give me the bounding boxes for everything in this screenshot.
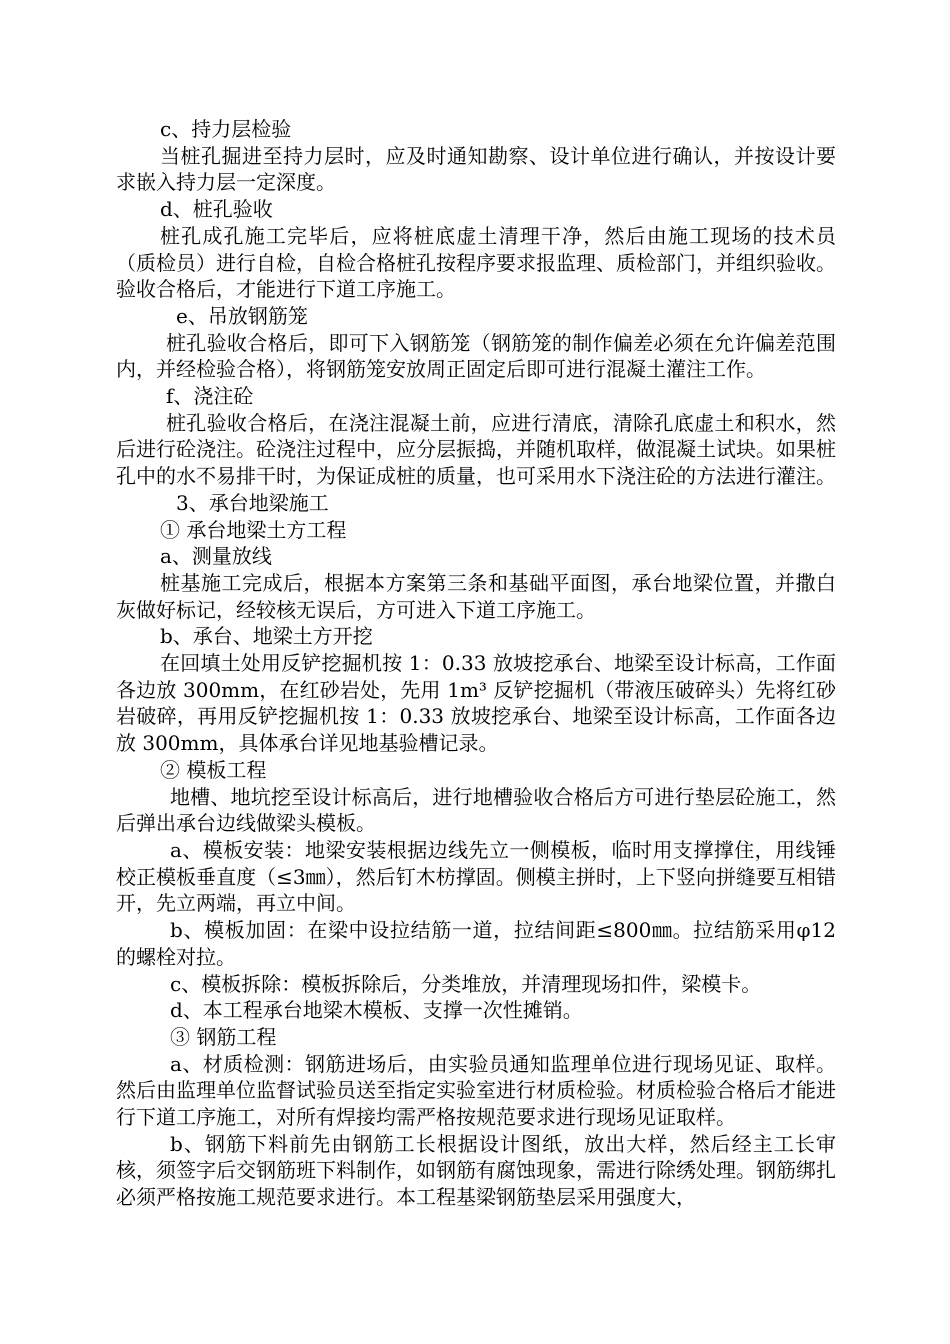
section-heading: ② 模板工程 <box>160 757 267 782</box>
body-paragraph: a、模板安装：地梁安装根据边线先立一侧模板，临时用支撑撑住，用线锤校正模板垂直度（≤3㎜），然后钉木枋撑固。侧模主拼时，上下竖向拼缝要互相错开，先立两端，再立中间。 <box>116 837 836 916</box>
section-heading: b、承台、地梁土方开挖 <box>160 624 373 649</box>
body-paragraph: 地槽、地坑挖至设计标高后，进行地槽验收合格后方可进行垫层砼施工，然后弹出承台边线做梁头模板。 <box>116 784 836 836</box>
body-paragraph: 当桩孔掘进至持力层时，应及时通知勘察、设计单位进行确认，并按设计要求嵌入持力层一定深度。 <box>116 143 836 195</box>
body-paragraph: 桩基施工完成后，根据本方案第三条和基础平面图，承台地梁位置，并撒白灰做好标记，经较核无误后，方可进入下道工序施工。 <box>116 570 836 622</box>
section-heading: 3、承台地梁施工 <box>176 490 329 515</box>
body-paragraph: b、钢筋下料前先由钢筋工长根据设计图纸，放出大样，然后经主工长审核，须签字后交钢筋班下料制作，如钢筋有腐蚀现象，需进行除绣处理。钢筋绑扎必须严格按施工规范要求进行。本工程基梁钢筋垫层采用强度大， <box>116 1131 836 1210</box>
section-heading: ① 承台地梁土方工程 <box>160 517 347 542</box>
section-heading: e、吊放钢筋笼 <box>176 303 308 328</box>
body-paragraph: 在回填土处用反铲挖掘机按 1：0.33 放坡挖承台、地梁至设计标高，工作面各边放 300mm，在红砂岩处，先用 1m³ 反铲挖掘机（带液压破碎头）先将红砂岩破碎，再用反铲挖掘机按 1：0.33 放坡挖承台、地梁至设计标高，工作面各边放 300mm，具体承台详见地基验槽记录。 <box>116 651 836 756</box>
section-heading: d、桩孔验收 <box>160 197 273 222</box>
section-heading: ③ 钢筋工程 <box>170 1024 277 1049</box>
body-paragraph: c、模板拆除：模板拆除后，分类堆放，并清理现场扣件，梁模卡。 <box>170 971 762 996</box>
section-heading: c、持力层检验 <box>160 117 292 141</box>
document-page <box>116 116 836 1211</box>
section-heading: a、测量放线 <box>160 544 272 569</box>
body-paragraph: d、本工程承台地梁木模板、支撑一次性摊销。 <box>170 998 583 1023</box>
body-paragraph: 桩孔验收合格后，在浇注混凝土前，应进行清底，清除孔底虚土和积水，然后进行砼浇注。砼浇注过程中，应分层振捣，并随机取样，做混凝土试块。如果桩孔中的水不易排干时，为保证成桩的质量，也可采用水下浇注砼的方法进行灌注。 <box>116 410 836 489</box>
section-heading: f、浇注砼 <box>166 384 254 409</box>
body-paragraph: 桩孔成孔施工完毕后，应将桩底虚土清理干净，然后由施工现场的技术员（质检员）进行自检，自检合格桩孔按程序要求报监理、质检部门，并组织验收。验收合格后，才能进行下道工序施工。 <box>116 223 836 302</box>
body-paragraph: 桩孔验收合格后，即可下入钢筋笼（钢筋笼的制作偏差必须在允许偏差范围内，并经检验合格），将钢筋笼安放周正固定后即可进行混凝土灌注工作。 <box>116 330 836 382</box>
body-paragraph: b、模板加固：在梁中设拉结筋一道，拉结间距≤800㎜。拉结筋采用φ12 的螺栓对拉。 <box>116 918 836 969</box>
body-paragraph: a、材质检测：钢筋进场后，由实验员通知监理单位进行现场见证、取样。然后由监理单位监督试验员送至指定实验室进行材质检验。材质检验合格后才能进行下道工序施工，对所有焊接均需严格按规范要求进行现场见证取样。 <box>116 1051 836 1130</box>
